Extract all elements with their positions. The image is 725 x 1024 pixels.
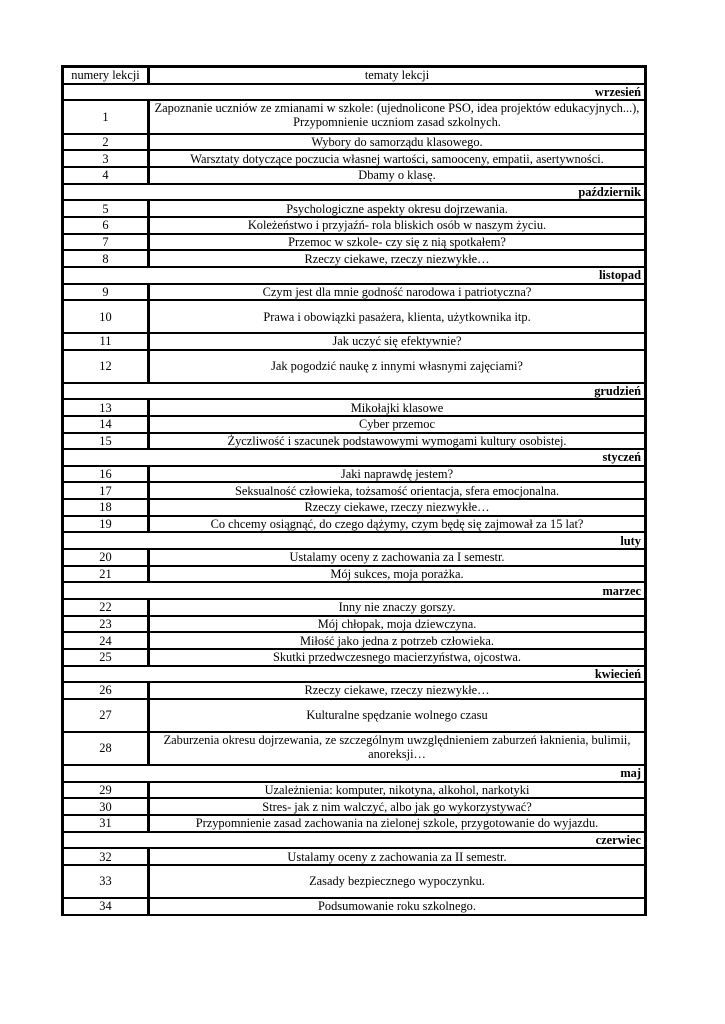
- lesson-row: [64, 567, 644, 584]
- lesson-topic: Jak pogodzić naukę z innymi własnymi zajęciami?: [271, 359, 523, 374]
- lesson-topic: Psychologiczne aspekty okresu dojrzewania.: [286, 201, 508, 216]
- lesson-topic: Cyber przemoc: [358, 417, 436, 432]
- lesson-number: 24: [64, 633, 150, 648]
- lesson-topic: Zaburzenia okresu dojrzewania, ze szczególnym uwzględnieniem zaburzeń łaknienia, bulimii, anoreksji…: [163, 732, 631, 761]
- lesson-number: 33: [64, 866, 150, 897]
- lesson-topic-cell: [150, 351, 644, 382]
- lesson-number: 1: [64, 101, 150, 133]
- lesson-topic-cell: [150, 483, 644, 498]
- lesson-topic-cell: [150, 617, 644, 632]
- month-label: wrzesień: [594, 84, 641, 99]
- lesson-row: [64, 301, 644, 334]
- lesson-topic: Rzeczy ciekawe, rzeczy niezwykłe…: [304, 251, 490, 266]
- month-row: [64, 450, 644, 467]
- month-row: [64, 766, 644, 783]
- month-label: czerwiec: [595, 833, 641, 848]
- month-row: [64, 85, 644, 102]
- header-number-column: numery lekcji: [64, 68, 150, 83]
- month-row: [64, 833, 644, 850]
- lesson-row: [64, 600, 644, 617]
- lesson-row: [64, 434, 644, 451]
- lesson-row: [64, 816, 644, 833]
- month-row: [64, 667, 644, 684]
- lesson-topic-cell: [150, 683, 644, 698]
- lesson-topic-cell: [150, 434, 644, 449]
- lesson-row: [64, 101, 644, 135]
- lesson-topic-cell: [150, 218, 644, 233]
- month-row: [64, 533, 644, 550]
- lesson-row: [64, 500, 644, 517]
- lesson-number: 11: [64, 334, 150, 349]
- lesson-row: [64, 849, 644, 866]
- lesson-row: [64, 351, 644, 384]
- lesson-row: [64, 783, 644, 800]
- lesson-topic: Prawa i obowiązki pasażera, klienta, użytkownika itp.: [263, 309, 531, 324]
- lesson-number: 27: [64, 700, 150, 731]
- lesson-number: 14: [64, 417, 150, 432]
- month-label: kwiecień: [594, 666, 641, 681]
- lesson-row: [64, 168, 644, 185]
- month-row: [64, 268, 644, 285]
- lesson-topic: Skutki przedwczesnego macierzyństwa, ojcostwa.: [272, 650, 522, 665]
- lesson-topic: Jaki naprawdę jestem?: [340, 467, 454, 482]
- lesson-number: 22: [64, 600, 150, 615]
- lesson-topic-cell: [150, 101, 644, 133]
- lesson-row: [64, 633, 644, 650]
- month-row: [64, 185, 644, 202]
- month-label: listopad: [598, 268, 641, 283]
- lesson-number: 23: [64, 617, 150, 632]
- lesson-number: 16: [64, 467, 150, 482]
- lesson-number: 30: [64, 799, 150, 814]
- lesson-number: 5: [64, 201, 150, 216]
- lesson-row: [64, 151, 644, 168]
- lesson-number: 12: [64, 351, 150, 382]
- lesson-row: [64, 700, 644, 733]
- lesson-number: 28: [64, 733, 150, 765]
- lesson-topic: Mikołajki klasowe: [350, 400, 444, 415]
- lesson-topic: Co chcemy osiągnąć, do czego dążymy, czym będę się zajmował za 15 lat?: [210, 517, 584, 532]
- lesson-topic-cell: [150, 567, 644, 582]
- lesson-row: [64, 467, 644, 484]
- month-label: maj: [620, 766, 641, 781]
- lesson-topic-cell: [150, 733, 644, 765]
- lesson-topic-cell: [150, 849, 644, 864]
- lesson-row: [64, 235, 644, 252]
- lesson-topic-cell: [150, 500, 644, 515]
- lesson-topic: Stres- jak z nim walczyć, albo jak go wykorzystywać?: [262, 799, 532, 814]
- lesson-row: [64, 251, 644, 268]
- lesson-topic: Rzeczy ciekawe, rzeczy niezwykłe…: [304, 500, 490, 515]
- lesson-row: [64, 417, 644, 434]
- lesson-number: 21: [64, 567, 150, 582]
- lesson-topic: Miłość jako jedna z potrzeb człowieka.: [299, 633, 495, 648]
- lesson-row: [64, 218, 644, 235]
- month-label: grudzień: [594, 383, 641, 398]
- lesson-topic-cell: [150, 550, 644, 565]
- lesson-topic: Mój chłopak, moja dziewczyna.: [317, 616, 477, 631]
- lesson-topic: Rzeczy ciekawe, rzeczy niezwykłe…: [304, 683, 490, 698]
- lesson-topic: Wybory do samorządu klasowego.: [311, 135, 483, 150]
- lesson-row: [64, 617, 644, 634]
- month-row: [64, 583, 644, 600]
- lesson-topic-cell: [150, 467, 644, 482]
- lesson-topic-cell: [150, 417, 644, 432]
- lesson-topic: Mój sukces, moja porażka.: [330, 566, 464, 581]
- lesson-topic-cell: [150, 151, 644, 166]
- month-label: październik: [578, 185, 641, 200]
- lesson-number: 7: [64, 235, 150, 250]
- lesson-topic-cell: [150, 633, 644, 648]
- header-topic-column: tematy lekcji: [364, 68, 430, 83]
- lesson-topic: Warsztaty dotyczące poczucia własnej wartości, samooceny, empatii, asertywności.: [190, 151, 604, 166]
- lesson-row: [64, 650, 644, 667]
- lesson-topic-cell: [150, 700, 644, 731]
- lesson-topic-cell: [150, 899, 644, 914]
- lesson-topic-cell: [150, 301, 644, 332]
- lesson-topic-cell: [150, 517, 644, 532]
- lesson-topic: Dbamy o klasę.: [358, 168, 436, 183]
- lesson-topic-cell: [150, 799, 644, 814]
- lesson-topic: Przemoc w szkole- czy się z nią spotkałem?: [288, 234, 506, 249]
- lesson-row: [64, 733, 644, 767]
- lesson-topic-cell: [150, 251, 644, 266]
- month-label: marzec: [602, 583, 641, 598]
- lesson-row: [64, 799, 644, 816]
- lesson-number: 2: [64, 135, 150, 150]
- lesson-row: [64, 517, 644, 534]
- lesson-number: 29: [64, 783, 150, 798]
- lesson-number: 6: [64, 218, 150, 233]
- lesson-topic-cell: [150, 816, 644, 831]
- lesson-topic-cell: [150, 235, 644, 250]
- month-label: luty: [620, 533, 641, 548]
- lesson-topic: Przypomnienie zasad zachowania na zielonej szkole, przygotowanie do wyjazdu.: [195, 816, 599, 831]
- lesson-topic-cell: [150, 600, 644, 615]
- lesson-topic-cell: [150, 334, 644, 349]
- lesson-row: [64, 135, 644, 152]
- lesson-number: 26: [64, 683, 150, 698]
- lesson-topic: Seksualność człowieka, tożsamość orientacja, sfera emocjonalna.: [234, 483, 560, 498]
- month-label: styczeń: [602, 450, 641, 465]
- lesson-topic: Zasady bezpiecznego wypoczynku.: [309, 874, 485, 889]
- lesson-number: 25: [64, 650, 150, 665]
- lesson-row: [64, 285, 644, 302]
- lesson-topic-cell: [150, 866, 644, 897]
- lesson-number: 9: [64, 285, 150, 300]
- lesson-topic-cell: [150, 168, 644, 183]
- lesson-topic-cell: [150, 135, 644, 150]
- lesson-plan-table: [61, 65, 647, 916]
- lesson-number: 32: [64, 849, 150, 864]
- lesson-number: 31: [64, 816, 150, 831]
- lesson-topic: Kulturalne spędzanie wolnego czasu: [306, 708, 488, 723]
- month-row: [64, 384, 644, 401]
- table-header-row: [64, 68, 644, 85]
- lesson-row: [64, 400, 644, 417]
- lesson-topic: Zapoznanie uczniów ze zmianami w szkole: (ujednolicone PSO, idea projektów edukacyjnych...), Przypomnienie uczniom zasad szkolnych.: [154, 101, 640, 130]
- lesson-topic-cell: [150, 783, 644, 798]
- lesson-number: 18: [64, 500, 150, 515]
- lesson-row: [64, 483, 644, 500]
- lesson-row: [64, 683, 644, 700]
- lesson-topic: Uzależnienia: komputer, nikotyna, alkohol, narkotyki: [264, 783, 530, 798]
- lesson-number: 19: [64, 517, 150, 532]
- lesson-topic: Życzliwość i szacunek podstawowymi wymogami kultury osobistej.: [227, 433, 567, 448]
- lesson-number: 15: [64, 434, 150, 449]
- lesson-topic-cell: [150, 650, 644, 665]
- lesson-number: 20: [64, 550, 150, 565]
- lesson-row: [64, 866, 644, 899]
- lesson-topic: Ustalamy oceny z zachowania za II semestr.: [287, 849, 507, 864]
- lesson-topic: Koleżeństwo i przyjaźń- rola bliskich osób w naszym życiu.: [247, 218, 547, 233]
- lesson-row: [64, 201, 644, 218]
- lesson-topic: Inny nie znaczy gorszy.: [338, 600, 456, 615]
- lesson-row: [64, 550, 644, 567]
- lesson-number: 3: [64, 151, 150, 166]
- lesson-row: [64, 899, 644, 916]
- lesson-topic-cell: [150, 285, 644, 300]
- lesson-topic: Czym jest dla mnie godność narodowa i patriotyczna?: [262, 284, 532, 299]
- lesson-topic: Jak uczyć się efektywnie?: [332, 334, 462, 349]
- lesson-number: 17: [64, 483, 150, 498]
- lesson-number: 4: [64, 168, 150, 183]
- table-body: [64, 85, 644, 916]
- lesson-number: 8: [64, 251, 150, 266]
- lesson-number: 13: [64, 400, 150, 415]
- lesson-number: 10: [64, 301, 150, 332]
- lesson-topic: Podsumowanie roku szkolnego.: [318, 899, 476, 914]
- lesson-row: [64, 334, 644, 351]
- lesson-number: 34: [64, 899, 150, 914]
- lesson-topic-cell: [150, 201, 644, 216]
- lesson-topic: Ustalamy oceny z zachowania za I semestr.: [289, 550, 505, 565]
- lesson-topic-cell: [150, 400, 644, 415]
